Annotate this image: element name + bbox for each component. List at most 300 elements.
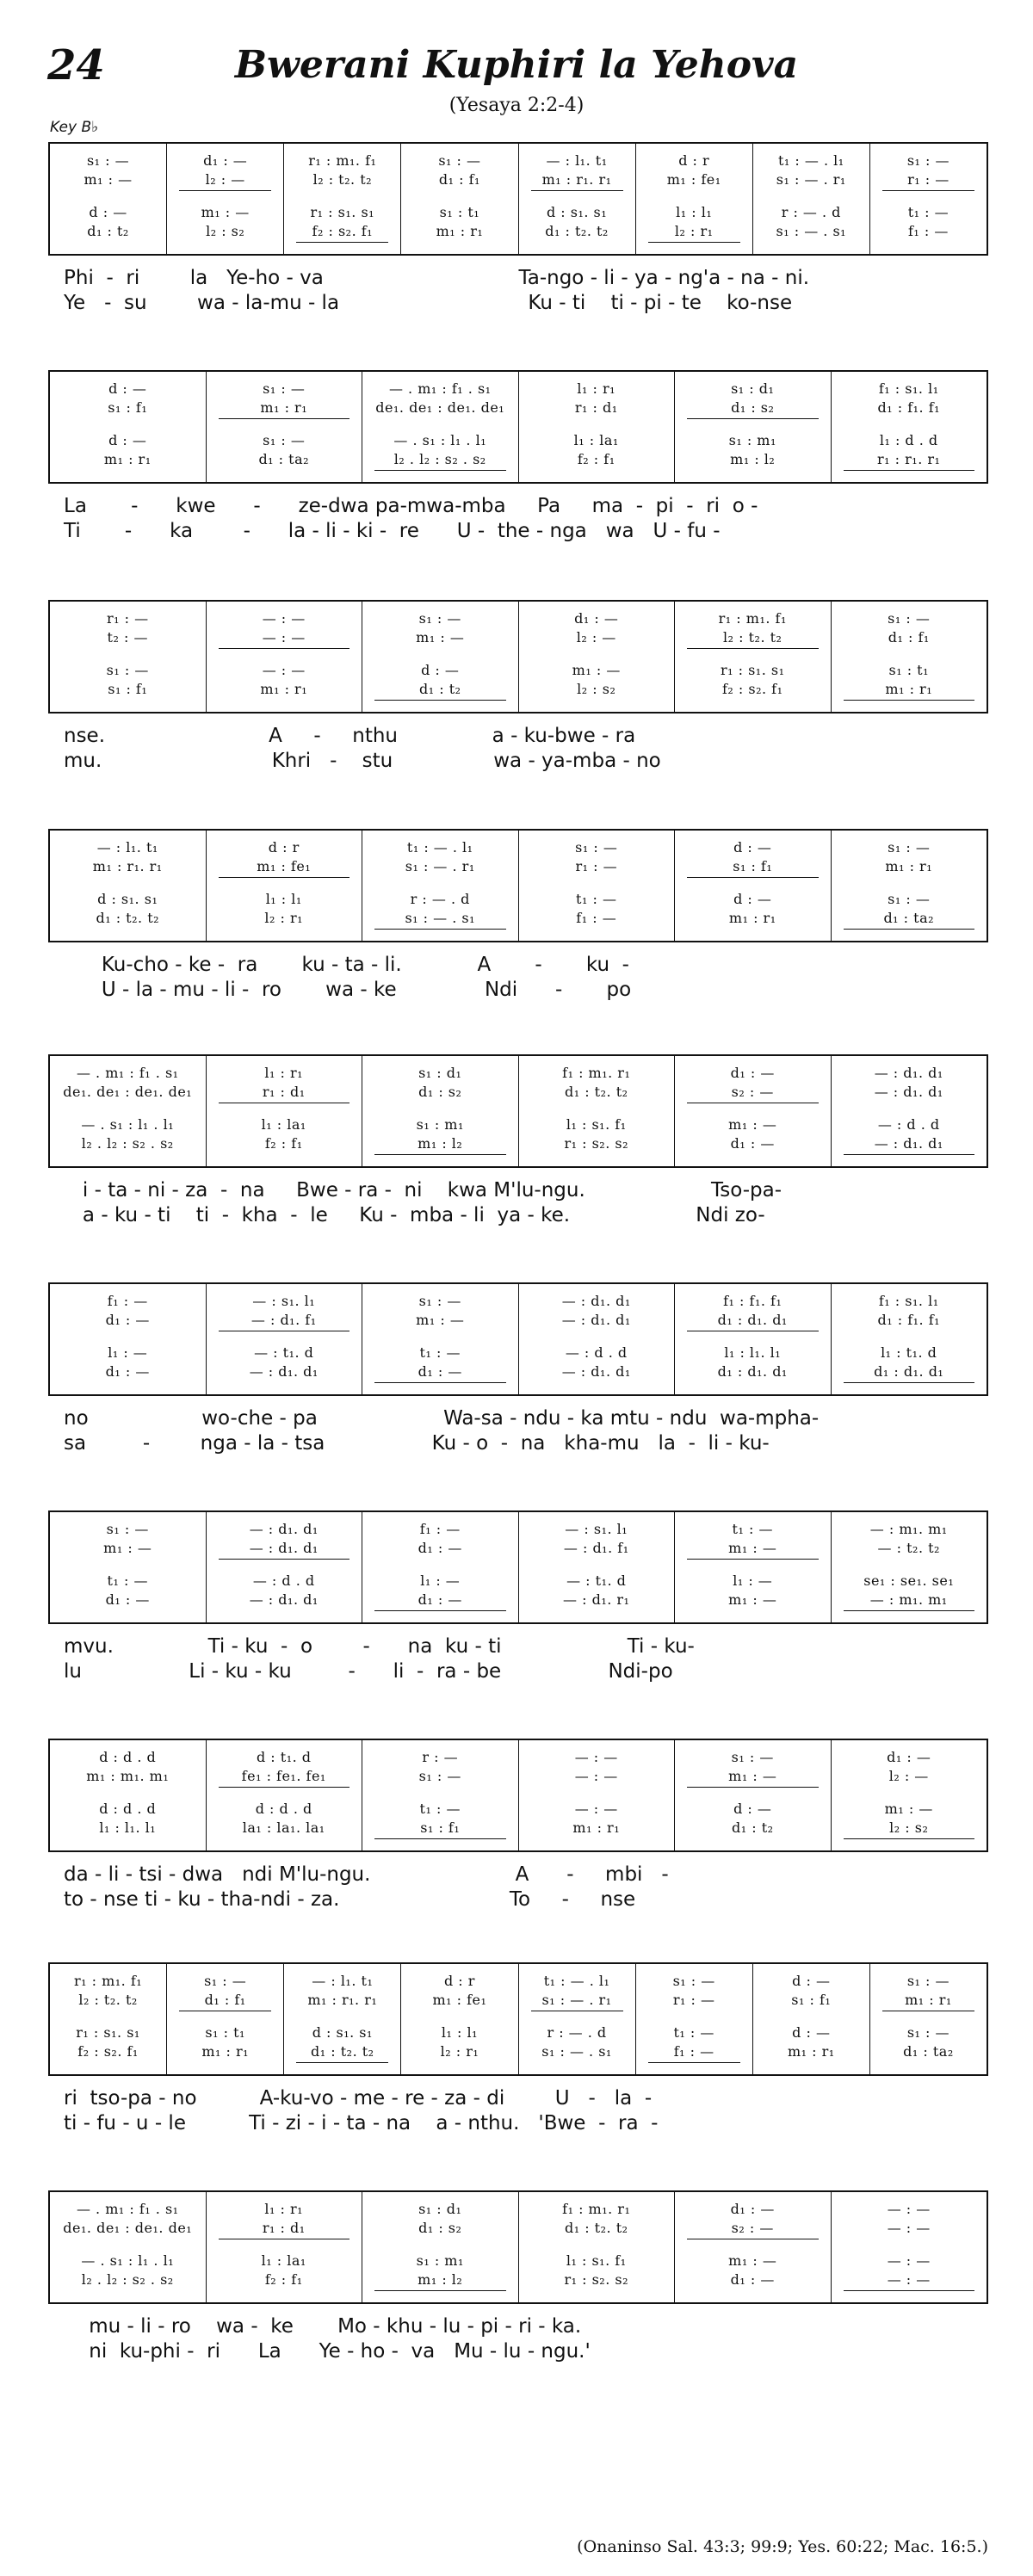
voice-part-alto: m₁ : — xyxy=(728,1540,777,1556)
voice-part-alto: d₁ : t₂. t₂ xyxy=(564,1084,628,1100)
measure xyxy=(636,144,753,254)
beam-line xyxy=(374,700,506,701)
beam-line xyxy=(687,1787,819,1788)
voice-part-soprano: d₁ : — xyxy=(887,1749,931,1765)
voice-part-soprano: f₁ : m₁. r₁ xyxy=(562,2201,631,2217)
voice-part-tenor: — : d . d xyxy=(252,1572,315,1589)
voice-part-tenor: d : — xyxy=(733,891,772,907)
staff xyxy=(48,1962,988,2076)
voice-part-soprano: s₁ : — xyxy=(888,610,931,627)
voice-part-alto: m₁ : r₁. r₁ xyxy=(307,1992,378,2008)
voice-part-soprano: — : d₁. d₁ xyxy=(561,1293,631,1309)
voice-part-alto: l₂ : — xyxy=(205,171,245,188)
measure xyxy=(519,1964,636,2074)
voice-part-bass: d₁ : — xyxy=(730,1135,775,1152)
voice-part-soprano: s₁ : — xyxy=(263,380,306,397)
measure xyxy=(870,144,987,254)
voice-part-bass: m₁ : r₁ xyxy=(885,681,933,697)
voice-part-soprano: d₁ : — xyxy=(203,152,248,169)
voice-part-bass: d₁ : t₂ xyxy=(418,681,461,697)
voice-part-bass: l₂ . l₂ : s₂ . s₂ xyxy=(393,451,486,467)
voice-part-soprano: — : l₁. t₁ xyxy=(312,1973,374,1989)
measure xyxy=(519,602,676,712)
voice-part-tenor: l₁ : d . d xyxy=(879,432,938,448)
beam-line xyxy=(531,190,623,191)
voice-part-alto: m₁ : m₁. m₁ xyxy=(86,1768,170,1784)
voice-part-tenor: — : d . d xyxy=(565,1344,628,1361)
voice-part-soprano: t₁ : — . l₁ xyxy=(777,152,844,169)
voice-part-bass: d₁ : — xyxy=(418,1591,462,1608)
voice-part-bass: m₁ : l₂ xyxy=(418,1135,463,1152)
voice-part-soprano: s₁ : d₁ xyxy=(418,1065,462,1081)
measure xyxy=(870,1964,987,2074)
voice-part-alto: d₁ : f₁ xyxy=(204,1992,246,2008)
measure xyxy=(519,831,676,941)
voice-part-bass: l₂ . l₂ : s₂ . s₂ xyxy=(81,1135,174,1152)
voice-part-bass: m₁ : r₁ xyxy=(103,451,152,467)
voice-part-bass: la₁ : la₁. la₁ xyxy=(242,1819,325,1836)
voice-part-tenor: l₁ : la₁ xyxy=(261,1116,306,1133)
beam-line xyxy=(374,1382,506,1383)
lyrics xyxy=(48,1178,988,1228)
voice-part-bass: d₁ : ta₂ xyxy=(883,910,935,926)
score-system xyxy=(48,142,988,316)
beam-line xyxy=(374,470,506,471)
score-system xyxy=(48,829,988,1003)
beam-line xyxy=(687,877,819,878)
measure xyxy=(832,2192,987,2302)
voice-part-alto: s₁ : f₁ xyxy=(108,399,148,416)
voice-part-bass: m₁ : r₁ xyxy=(728,910,776,926)
staff xyxy=(48,1739,988,1852)
measure xyxy=(519,144,636,254)
voice-part-soprano: l₁ : r₁ xyxy=(264,1065,304,1081)
voice-part-alto: l₂ : t₂. t₂ xyxy=(312,171,373,188)
voice-part-tenor: se₁ : se₁. se₁ xyxy=(863,1572,955,1589)
voice-part-soprano: r₁ : — xyxy=(106,610,149,627)
voice-part-tenor: t₁ : — xyxy=(907,204,949,220)
voice-part-bass: l₂ : s₂ xyxy=(889,1819,929,1836)
measure xyxy=(519,2192,676,2302)
measure xyxy=(832,372,987,482)
measure xyxy=(50,831,207,941)
lyric-line-verse-1: mu - li - ro wa - ke Mo - khu - lu - pi - ri - ka. xyxy=(64,2315,582,2338)
voice-part-alto: s₂ : — xyxy=(731,2220,774,2236)
voice-part-bass: d₁ : — xyxy=(730,2271,775,2288)
lyric-line-verse-2: Ye - su wa - la-mu - la Ku - ti ti - pi - te ko-nse xyxy=(64,292,793,314)
voice-part-tenor: d : s₁. s₁ xyxy=(97,891,158,907)
voice-part-tenor: — . s₁ : l₁ . l₁ xyxy=(393,432,487,448)
score-system xyxy=(48,1739,988,1912)
voice-part-alto: r₁ : — xyxy=(575,858,618,874)
measure xyxy=(519,1284,676,1394)
voice-part-alto: d₁ : s₂ xyxy=(418,1084,462,1100)
measure xyxy=(207,2192,363,2302)
voice-part-soprano: r : — xyxy=(422,1749,459,1765)
voice-part-bass: m₁ : r₁ xyxy=(260,681,308,697)
voice-part-tenor: — . s₁ : l₁ . l₁ xyxy=(81,2252,175,2269)
beam-line xyxy=(219,1787,350,1788)
voice-part-tenor: d : s₁. s₁ xyxy=(546,204,608,220)
voice-part-alto: d₁ : f₁. f₁ xyxy=(877,1312,941,1328)
voice-part-soprano: t₁ : — . l₁ xyxy=(543,1973,610,1989)
voice-part-alto: de₁. de₁ : de₁. de₁ xyxy=(375,399,505,416)
beam-line xyxy=(374,929,506,930)
voice-part-tenor: m₁ : — xyxy=(201,204,250,220)
voice-part-alto: r₁ : d₁ xyxy=(262,2220,306,2236)
voice-part-bass: f₂ : s₂. f₁ xyxy=(77,2043,139,2060)
beam-line xyxy=(179,190,271,191)
lyrics xyxy=(48,1634,988,1684)
voice-part-alto: m₁ : r₁. r₁ xyxy=(92,858,163,874)
voice-part-alto: d₁ : — xyxy=(105,1312,150,1328)
voice-part-soprano: — . m₁ : f₁ . s₁ xyxy=(388,380,492,397)
voice-part-tenor: l₁ : l₁ xyxy=(676,204,713,220)
voice-part-soprano: f₁ : — xyxy=(107,1293,148,1309)
measure xyxy=(519,1512,676,1622)
score-system xyxy=(48,1054,988,1228)
voice-part-bass: f₂ : f₁ xyxy=(264,1135,303,1152)
voice-part-bass: d₁ : ta₂ xyxy=(903,2043,954,2060)
voice-part-bass: d₁ : d₁. d₁ xyxy=(717,1363,788,1380)
voice-part-alto: s₁ : — xyxy=(418,1768,461,1784)
voice-part-bass: m₁ : — xyxy=(728,1591,777,1608)
voice-part-bass: f₁ : — xyxy=(673,2043,714,2060)
measure xyxy=(167,1964,284,2074)
voice-part-alto: m₁ : r₁ xyxy=(885,858,933,874)
measure xyxy=(362,1740,519,1850)
voice-part-alto: m₁ : fe₁ xyxy=(666,171,721,188)
staff xyxy=(48,1054,988,1168)
voice-part-soprano: s₁ : — xyxy=(106,1521,149,1537)
voice-part-tenor: d : — xyxy=(733,1801,772,1817)
voice-part-soprano: — : d₁. d₁ xyxy=(249,1521,319,1537)
measure xyxy=(50,1964,167,2074)
voice-part-soprano: f₁ : s₁. l₁ xyxy=(878,380,939,397)
lyric-line-verse-2: sa - nga - la - tsa Ku - o - na kha-mu la - li - ku- xyxy=(64,1432,770,1455)
lyric-line-verse-2: mu. Khri - stu wa - ya-mba - no xyxy=(64,750,661,772)
beam-line xyxy=(219,418,350,419)
measure xyxy=(207,1056,363,1166)
voice-part-tenor: t₁ : — xyxy=(107,1572,148,1589)
measure xyxy=(675,1740,832,1850)
voice-part-soprano: s₁ : d₁ xyxy=(731,380,775,397)
voice-part-tenor: s₁ : t₁ xyxy=(205,2024,245,2041)
voice-part-alto: s₁ : — . r₁ xyxy=(541,1992,612,2008)
voice-part-tenor: t₁ : — xyxy=(576,891,617,907)
staff xyxy=(48,370,988,484)
voice-part-tenor: — : — xyxy=(262,662,306,678)
measure xyxy=(50,602,207,712)
voice-part-tenor: m₁ : — xyxy=(728,1116,777,1133)
voice-part-tenor: — : t₁. d xyxy=(254,1344,314,1361)
beam-line xyxy=(687,418,819,419)
voice-part-soprano: — : m₁. m₁ xyxy=(869,1521,948,1537)
voice-part-alto: — : d₁. f₁ xyxy=(251,1312,317,1328)
measure xyxy=(675,372,832,482)
lyric-line-verse-1: ri tso-pa - no A-ku-vo - me - re - za - di U - la - xyxy=(64,2087,653,2110)
voice-part-tenor: l₁ : — xyxy=(108,1344,148,1361)
voice-part-soprano: f₁ : — xyxy=(419,1521,461,1537)
beam-line xyxy=(296,2062,388,2063)
voice-part-bass: d₁ : t₂. t₂ xyxy=(96,910,160,926)
voice-part-soprano: s₁ : — xyxy=(906,1973,950,1989)
voice-part-tenor: d : s₁. s₁ xyxy=(312,2024,373,2041)
scripture-reference: (Yesaya 2:2-4) xyxy=(448,95,585,116)
measure xyxy=(284,144,401,254)
voice-part-alto: r₁ : — xyxy=(907,171,949,188)
voice-part-tenor: m₁ : — xyxy=(728,2252,777,2269)
voice-part-tenor: l₁ : l₁. l₁ xyxy=(724,1344,782,1361)
beam-line xyxy=(648,242,740,243)
lyrics xyxy=(48,1863,988,1912)
lyrics xyxy=(48,2086,988,2136)
voice-part-alto: s₁ : — . r₁ xyxy=(405,858,475,874)
beam-line xyxy=(844,470,975,471)
lyrics xyxy=(48,266,988,316)
lyric-line-verse-2: a - ku - ti ti - kha - le Ku - mba - li ya - ke. Ndi zo- xyxy=(64,1204,765,1226)
lyric-line-verse-1: Phi - ri la Ye-ho - va Ta-ngo - li - ya - ng'a - na - ni. xyxy=(64,267,810,289)
lyric-line-verse-1: Ku-cho - ke - ra ku - ta - li. A - ku - xyxy=(64,954,629,976)
voice-part-bass: — : d₁. r₁ xyxy=(563,1591,630,1608)
voice-part-bass: m₁ : r₁ xyxy=(201,2043,250,2060)
measure xyxy=(50,1512,207,1622)
voice-part-tenor: l₁ : la₁ xyxy=(573,432,619,448)
voice-part-alto: d₁ : f₁ xyxy=(888,629,930,646)
voice-part-alto: d₁ : f₁ xyxy=(438,171,480,188)
voice-part-soprano: l₁ : r₁ xyxy=(264,2201,304,2217)
beam-line xyxy=(844,2290,975,2291)
voice-part-bass: — : d₁. d₁ xyxy=(249,1363,319,1380)
voice-part-tenor: m₁ : — xyxy=(884,1801,933,1817)
voice-part-alto: d₁ : d₁. d₁ xyxy=(717,1312,788,1328)
measure xyxy=(832,1284,987,1394)
score-system xyxy=(48,1282,988,1456)
score-system xyxy=(48,370,988,544)
measure xyxy=(362,372,519,482)
voice-part-soprano: s₁ : — xyxy=(575,839,618,856)
voice-part-tenor: l₁ : — xyxy=(420,1572,461,1589)
lyrics xyxy=(48,1406,988,1456)
voice-part-bass: r₁ : r₁. r₁ xyxy=(877,451,941,467)
voice-part-tenor: s₁ : — xyxy=(263,432,306,448)
key-signature: Key B♭ xyxy=(50,119,99,136)
voice-part-bass: — : d₁. d₁ xyxy=(249,1591,319,1608)
voice-part-tenor: d : d . d xyxy=(255,1801,312,1817)
voice-part-alto: — : d₁. f₁ xyxy=(563,1540,629,1556)
voice-part-bass: m₁ : r₁ xyxy=(787,2043,835,2060)
staff xyxy=(48,600,988,713)
voice-part-alto: — : — xyxy=(262,629,306,646)
beam-line xyxy=(844,1154,975,1155)
voice-part-alto: m₁ : fe₁ xyxy=(257,858,312,874)
voice-part-alto: m₁ : — xyxy=(416,629,465,646)
voice-part-tenor: l₁ : l₁ xyxy=(265,891,302,907)
measure xyxy=(401,144,518,254)
voice-part-tenor: l₁ : s₁. f₁ xyxy=(566,1116,627,1133)
voice-part-soprano: d : — xyxy=(108,380,147,397)
voice-part-tenor: — : d . d xyxy=(877,1116,940,1133)
voice-part-bass: l₂ : r₁ xyxy=(264,910,304,926)
measure xyxy=(362,831,519,941)
beam-line xyxy=(687,648,819,649)
voice-part-soprano: d : d . d xyxy=(99,1749,157,1765)
measure xyxy=(832,1512,987,1622)
measure xyxy=(753,1964,870,2074)
voice-part-alto: m₁ : — xyxy=(84,171,133,188)
voice-part-soprano: d₁ : — xyxy=(574,610,619,627)
voice-part-tenor: s₁ : t₁ xyxy=(439,204,480,220)
lyric-line-verse-2: U - la - mu - li - ro wa - ke Ndi - po xyxy=(64,979,632,1001)
voice-part-tenor: m₁ : — xyxy=(572,662,621,678)
voice-part-bass: l₂ : r₁ xyxy=(674,223,714,239)
measure xyxy=(284,1964,401,2074)
voice-part-bass: f₁ : — xyxy=(907,223,949,239)
voice-part-bass: s₁ : — . s₁ xyxy=(776,223,847,239)
voice-part-bass: s₁ : f₁ xyxy=(420,1819,461,1836)
measure xyxy=(832,831,987,941)
voice-part-bass: d₁ : t₂. t₂ xyxy=(311,2043,374,2060)
voice-part-tenor: t₁ : — xyxy=(419,1344,461,1361)
voice-part-soprano: d : r xyxy=(443,1973,475,1989)
measure xyxy=(207,1740,363,1850)
voice-part-bass: d₁ : ta₂ xyxy=(258,451,310,467)
voice-part-alto: t₂ : — xyxy=(107,629,148,646)
voice-part-soprano: d₁ : — xyxy=(730,1065,775,1081)
voice-part-alto: s₂ : — xyxy=(731,1084,774,1100)
measure xyxy=(832,1740,987,1850)
voice-part-alto: d₁ : — xyxy=(418,1540,462,1556)
score-system xyxy=(48,1962,988,2136)
measure xyxy=(207,1284,363,1394)
voice-part-bass: d₁ : t₂. t₂ xyxy=(545,223,609,239)
voice-part-soprano: d : r xyxy=(268,839,300,856)
voice-part-bass: m₁ : l₂ xyxy=(730,451,776,467)
voice-part-alto: — : — xyxy=(574,1768,618,1784)
song-number: 24 xyxy=(47,41,105,90)
voice-part-tenor: — : — xyxy=(887,2252,931,2269)
voice-part-bass: s₁ : — . s₁ xyxy=(405,910,476,926)
beam-line xyxy=(374,1610,506,1611)
measure xyxy=(675,1512,832,1622)
voice-part-bass: d₁ : d₁. d₁ xyxy=(874,1363,944,1380)
measure xyxy=(207,1512,363,1622)
measure xyxy=(519,1740,676,1850)
voice-part-alto: l₂ : t₂. t₂ xyxy=(723,629,782,646)
voice-part-soprano: — : s₁. l₁ xyxy=(565,1521,628,1537)
voice-part-tenor: r₁ : s₁. s₁ xyxy=(310,204,375,220)
voice-part-alto: d₁ : s₂ xyxy=(418,2220,462,2236)
measure xyxy=(50,2192,207,2302)
voice-part-alto: m₁ : fe₁ xyxy=(432,1992,487,2008)
voice-part-bass: d₁ : t₂ xyxy=(731,1819,774,1836)
voice-part-soprano: s₁ : — xyxy=(204,1973,247,1989)
beam-line xyxy=(219,877,350,878)
measure xyxy=(675,2192,832,2302)
voice-part-tenor: l₁ : la₁ xyxy=(261,2252,306,2269)
voice-part-bass: d₁ : — xyxy=(105,1363,150,1380)
voice-part-tenor: s₁ : — xyxy=(906,2024,950,2041)
voice-part-alto: s₁ : f₁ xyxy=(733,858,773,874)
voice-part-bass: — : d₁. d₁ xyxy=(561,1363,631,1380)
voice-part-tenor: — : — xyxy=(574,1801,618,1817)
beam-line xyxy=(844,1610,975,1611)
voice-part-tenor: t₁ : — xyxy=(419,1801,461,1817)
beam-line xyxy=(296,242,388,243)
voice-part-tenor: — : t₁. d xyxy=(566,1572,627,1589)
voice-part-tenor: r : — . d xyxy=(547,2024,607,2041)
lyric-line-verse-2: lu Li - ku - ku - li - ra - be Ndi-po xyxy=(64,1660,673,1683)
voice-part-bass: — : — xyxy=(887,2271,931,2288)
lyric-line-verse-2: ni ku-phi - ri La Ye - ho - va Mu - lu - ngu.' xyxy=(64,2340,591,2363)
voice-part-alto: l₂ : — xyxy=(576,629,616,646)
voice-part-tenor: d : d . d xyxy=(99,1801,157,1817)
voice-part-soprano: s₁ : — xyxy=(672,1973,715,1989)
voice-part-tenor: s₁ : m₁ xyxy=(416,2252,464,2269)
voice-part-soprano: d : t₁. d xyxy=(256,1749,312,1765)
voice-part-bass: d₁ : — xyxy=(418,1363,462,1380)
voice-part-tenor: l₁ : t₁. d xyxy=(881,1344,937,1361)
voice-part-soprano: — : l₁. t₁ xyxy=(96,839,158,856)
voice-part-bass: l₂ : s₂ xyxy=(206,223,245,239)
measure xyxy=(50,372,207,482)
voice-part-tenor: d : — xyxy=(108,432,147,448)
voice-part-tenor: s₁ : — xyxy=(106,662,149,678)
lyrics xyxy=(48,494,988,544)
voice-part-alto: — : d₁. d₁ xyxy=(561,1312,631,1328)
voice-part-alto: m₁ : — xyxy=(728,1768,777,1784)
beam-line xyxy=(219,1559,350,1560)
voice-part-bass: l₂ : s₂ xyxy=(577,681,616,697)
lyric-line-verse-2: Ti - ka - la - li - ki - re U - the - nga wa U - fu - xyxy=(64,520,721,542)
voice-part-tenor: r : — . d xyxy=(781,204,841,220)
voice-part-soprano: s₁ : — xyxy=(906,152,950,169)
voice-part-soprano: — : — xyxy=(262,610,306,627)
voice-part-alto: s₁ : f₁ xyxy=(791,1992,832,2008)
lyrics xyxy=(48,953,988,1003)
measure xyxy=(50,144,167,254)
voice-part-bass: r₁ : s₂. s₂ xyxy=(564,1135,629,1152)
voice-part-alto: de₁. de₁ : de₁. de₁ xyxy=(63,2220,193,2236)
beam-line xyxy=(374,1154,506,1155)
voice-part-tenor: s₁ : m₁ xyxy=(416,1116,464,1133)
voice-part-bass: — : m₁. m₁ xyxy=(869,1591,948,1608)
beam-line xyxy=(844,929,975,930)
voice-part-bass: f₁ : — xyxy=(576,910,617,926)
voice-part-alto: l₂ : t₂. t₂ xyxy=(78,1992,138,2008)
voice-part-tenor: s₁ : — xyxy=(888,891,931,907)
voice-part-soprano: s₁ : — xyxy=(418,1293,461,1309)
voice-part-alto: r₁ : d₁ xyxy=(574,399,618,416)
measure xyxy=(519,372,676,482)
voice-part-alto: m₁ : r₁ xyxy=(905,1992,952,2008)
voice-part-soprano: r₁ : m₁. f₁ xyxy=(308,152,377,169)
measure xyxy=(50,1056,207,1166)
staff xyxy=(48,829,988,942)
voice-part-soprano: s₁ : — xyxy=(418,610,461,627)
measure xyxy=(362,1056,519,1166)
voice-part-soprano: d : — xyxy=(792,1973,831,1989)
voice-part-soprano: t₁ : — . l₁ xyxy=(406,839,473,856)
voice-part-bass: — : d₁. d₁ xyxy=(874,1135,943,1152)
beam-line xyxy=(374,1838,506,1839)
measure xyxy=(832,602,987,712)
voice-part-alto: — : t₂. t₂ xyxy=(877,1540,940,1556)
lyrics xyxy=(48,2314,988,2364)
voice-part-soprano: r₁ : m₁. f₁ xyxy=(718,610,787,627)
voice-part-soprano: f₁ : m₁. r₁ xyxy=(562,1065,631,1081)
voice-part-tenor: l₁ : — xyxy=(733,1572,773,1589)
